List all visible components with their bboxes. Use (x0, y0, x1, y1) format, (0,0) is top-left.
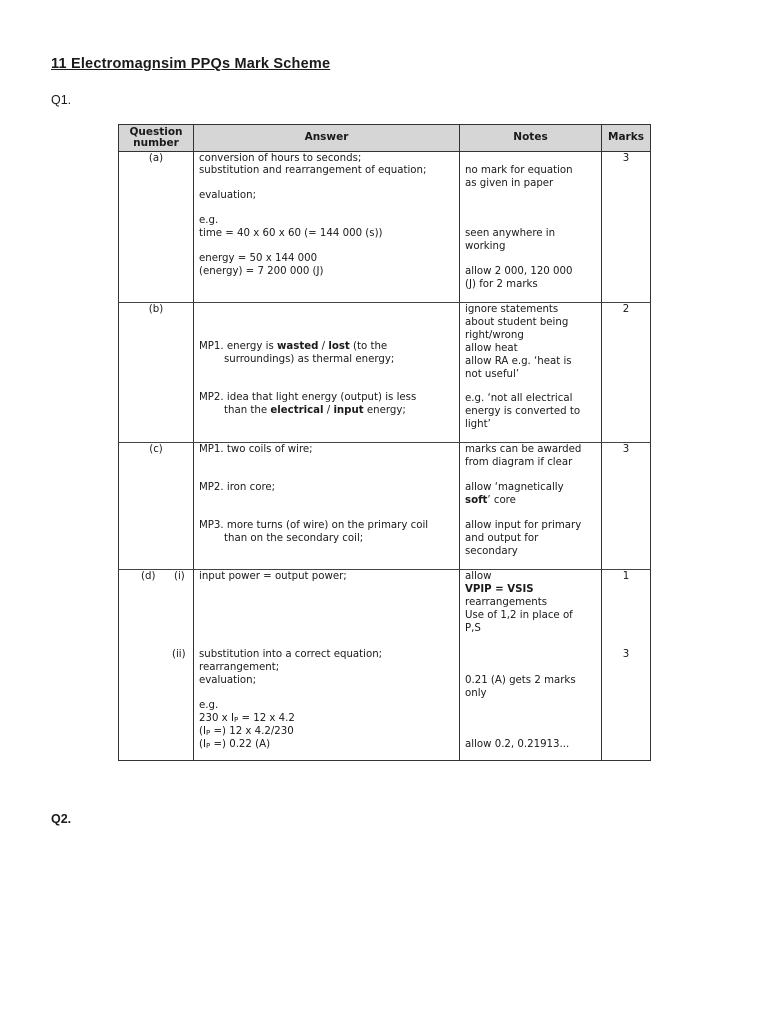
part-d-ii-answer-line: e.g. (199, 700, 219, 711)
part-b-mp2-suffix: energy; (363, 405, 406, 416)
part-b-mp1-sep: / (318, 341, 329, 352)
header-notes: Notes (460, 125, 602, 152)
part-a-note-line: (J) for 2 marks (465, 279, 538, 290)
table-row-part-d (119, 570, 651, 761)
part-d-ii-answer-line: evaluation; (199, 675, 257, 686)
part-d-ii-note-line: only (465, 688, 487, 699)
header-question-number: Question number (119, 125, 194, 152)
part-a-answer-line: substitution and rearrangement of equation; (199, 165, 427, 176)
part-b-mp2-sep: / (323, 405, 334, 416)
part-a-note-line: working (465, 241, 506, 252)
part-d-i-answer: input power = output power; (199, 571, 347, 582)
part-a-note-line: seen anywhere in (465, 228, 556, 239)
part-a-marks: 3 (622, 153, 630, 164)
part-d-ii-note-line: 0.21 (A) gets 2 marks (465, 675, 576, 686)
part-c-notes-cell (460, 443, 602, 570)
part-c-note-core: ’ core (487, 495, 516, 506)
part-c-answer-cell (194, 443, 460, 570)
part-c-note-bold-soft: soft (465, 495, 488, 506)
part-d-marks-cell (602, 570, 651, 761)
part-b-mp2-line2 (224, 405, 406, 418)
part-d-ii-equation-3 (199, 739, 270, 753)
part-b-mp1-bold-wasted: wasted (277, 341, 319, 352)
part-a-answer-line: conversion of hours to seconds; (199, 153, 362, 164)
part-b-mp2-bold-electrical: electrical (270, 405, 324, 416)
part-a-answer-line: energy = 50 x 144 000 (199, 253, 318, 264)
eq2-part-a: (I (199, 726, 206, 737)
part-b-mp2-line1: MP2. idea that light energy (output) is less (199, 392, 417, 403)
part-d-notes-cell (460, 570, 602, 761)
eq1-part-a: 230 x I (199, 713, 234, 724)
part-b-note-line: about student being (465, 317, 569, 328)
part-d-i-marks: 1 (622, 571, 630, 582)
part-b-mp1-bold-lost: lost (328, 341, 350, 352)
eq3-subscript: P (205, 742, 211, 750)
part-c-note-line: allow input for primary (465, 520, 582, 531)
part-b-answer-cell (194, 303, 460, 443)
part-d-ii-answer-line: substitution into a correct equation; (199, 649, 383, 660)
part-b-mp1-line2: surroundings) as thermal energy; (224, 354, 395, 365)
part-c-qno: (c) (149, 444, 163, 455)
question-2-label: Q2. (51, 812, 72, 826)
part-c-note-line: from diagram if clear (465, 457, 573, 468)
part-c-mp1: MP1. two coils of wire; (199, 444, 313, 455)
part-a-qno: (a) (148, 153, 164, 164)
part-b-note-line: ignore statements (465, 304, 559, 315)
part-c-marks-cell (602, 443, 651, 570)
part-d-answer-cell (194, 570, 460, 761)
part-b-notes-cell (460, 303, 602, 443)
part-a-answer-cell (194, 152, 460, 303)
part-b-note-line: allow heat (465, 343, 518, 354)
part-d-sub-ii: (ii) (172, 649, 186, 660)
part-d-ii-equation-1 (199, 713, 295, 727)
part-d-sub-i: (i) (174, 571, 185, 582)
part-b-mp2-text: than the (224, 405, 271, 416)
part-c-note-line: allow ‘magnetically (465, 482, 564, 493)
eq1-subscript: P (233, 716, 239, 724)
part-d-i-note-line: Use of 1,2 in place of (465, 610, 573, 621)
part-b-note-line: energy is converted to (465, 406, 581, 417)
part-a-note-line: allow 2 000, 120 000 (465, 266, 573, 277)
part-d-ii-equation-2 (199, 726, 294, 740)
mark-scheme-table (118, 124, 651, 761)
part-a-answer-line: (energy) = 7 200 000 (J) (199, 266, 324, 277)
part-c-marks: 3 (622, 444, 630, 455)
part-c-mp2: MP2. iron core; (199, 482, 276, 493)
part-a-answer-line: time = 40 x 60 x 60 (= 144 000 (s)) (199, 228, 383, 239)
header-answer: Answer (194, 125, 460, 152)
part-b-marks-cell (602, 303, 651, 443)
document-title: 11 Electromagnsim PPQs Mark Scheme (51, 56, 331, 72)
part-c-note-line: marks can be awarded (465, 444, 582, 455)
table-row-part-a (119, 152, 651, 303)
part-d-qno-cell (119, 570, 194, 761)
part-a-note-line: no mark for equation (465, 165, 573, 176)
part-a-answer-line: e.g. (199, 215, 219, 226)
part-b-qno-cell (119, 303, 194, 443)
eq2-subscript: P (205, 729, 211, 737)
part-c-note-line: and output for (465, 533, 539, 544)
part-c-mp3-line1: MP3. more turns (of wire) on the primary coil (199, 520, 429, 531)
part-c-qno-cell (119, 443, 194, 570)
part-c-mp3-line2: than on the secondary coil; (224, 533, 364, 544)
part-b-note-line: not useful’ (465, 369, 520, 380)
part-d-qno: (d) (141, 571, 156, 582)
part-d-i-note-line: P,S (465, 623, 481, 634)
part-c-note-line: secondary (465, 546, 518, 557)
part-b-mp1-text: MP1. energy is (199, 341, 278, 352)
part-c-note-line-soft (465, 495, 516, 508)
part-b-marks: 2 (622, 304, 630, 315)
part-d-ii-note-line: allow 0.2, 0.21913... (465, 739, 570, 750)
part-d-ii-marks: 3 (622, 649, 630, 660)
eq2-part-b: =) 12 x 4.2/230 (210, 726, 294, 737)
part-b-mp1-line1 (199, 341, 387, 354)
table-header-row (119, 125, 651, 152)
part-a-answer-line: evaluation; (199, 190, 257, 201)
part-a-note-line: as given in paper (465, 178, 554, 189)
table-row-part-c (119, 443, 651, 570)
part-a-marks-cell (602, 152, 651, 303)
part-b-note-line: e.g. ‘not all electrical (465, 393, 573, 404)
part-b-qno: (b) (148, 304, 164, 315)
eq3-part-a: (I (199, 739, 206, 750)
question-1-label: Q1. (51, 93, 72, 107)
table-row-part-b (119, 303, 651, 443)
part-d-i-note-equation: VPIP = VSIS (465, 584, 534, 595)
part-b-note-line: right/wrong (465, 330, 524, 341)
part-a-qno-cell (119, 152, 194, 303)
part-b-mp2-bold-input: input (333, 405, 364, 416)
part-b-note-line: light’ (465, 419, 491, 430)
part-b-mp1-suffix: (to the (349, 341, 388, 352)
part-b-note-line: allow RA e.g. ‘heat is (465, 356, 572, 367)
eq3-part-b: =) 0.22 (A) (210, 739, 271, 750)
eq1-part-b: = 12 x 4.2 (238, 713, 295, 724)
part-d-i-note-allow: allow (465, 571, 492, 582)
header-marks: Marks (602, 125, 651, 152)
part-a-notes-cell (460, 152, 602, 303)
part-d-ii-answer-line: rearrangement; (199, 662, 280, 673)
part-d-i-note-line: rearrangements (465, 597, 548, 608)
